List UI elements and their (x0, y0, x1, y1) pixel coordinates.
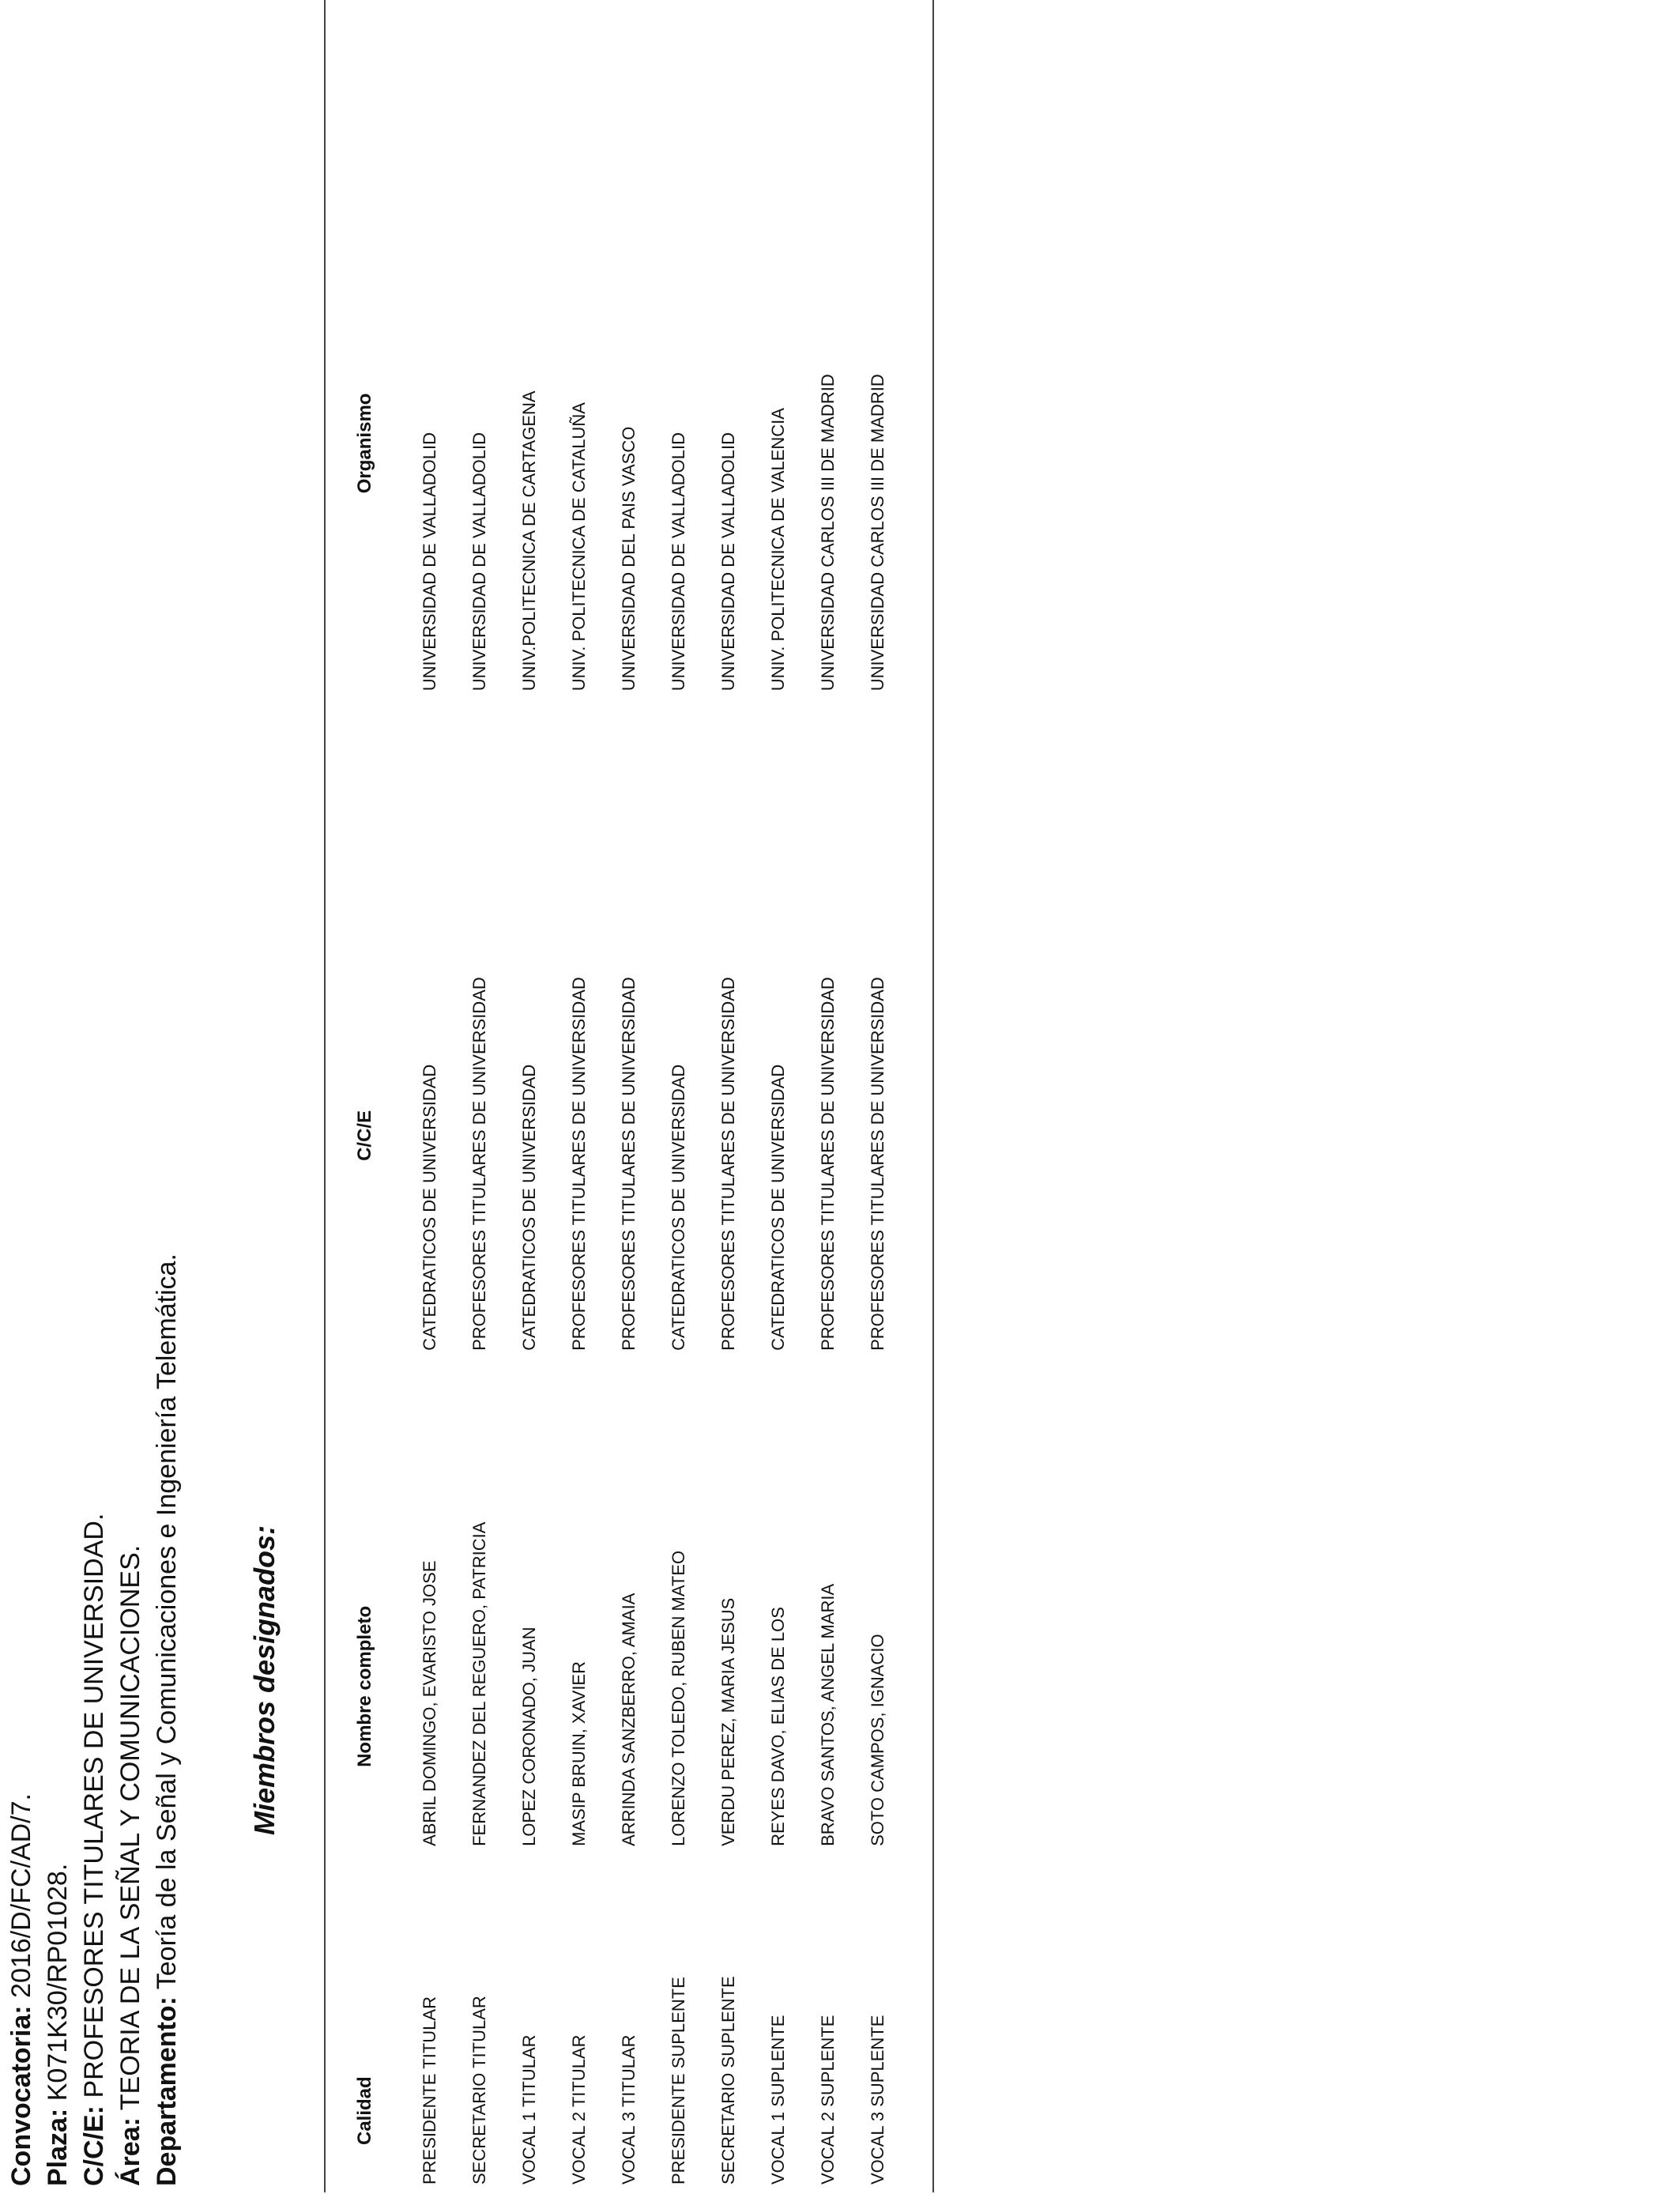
cell-nombre: LORENZO TOLEDO, RUBEN MATEO (668, 1550, 688, 1846)
cell-calidad: VOCAL 2 SUPLENTE (817, 2015, 838, 2185)
cell-calidad: VOCAL 3 TITULAR (618, 2034, 638, 2185)
column-header-calidad: Calidad (354, 2076, 375, 2145)
table-bottom-rule (932, 0, 934, 2192)
plaza-label: Plaza: (43, 2108, 73, 2186)
cell-cce: PROFESORES TITULARES DE UNIVERSIDAD (817, 977, 838, 1351)
cell-organismo: UNIVERSIDAD DE VALLADOLID (718, 432, 738, 692)
cell-organismo: UNIVERSIDAD CARLOS III DE MADRID (817, 374, 838, 692)
members-table (326, 0, 902, 2192)
area-value: TEORIA DE LA SEÑAL Y COMUNICACIONES. (115, 1544, 145, 2118)
departamento-line (149, 1253, 185, 2186)
cell-nombre: BRAVO SANTOS, ANGEL MARIA (817, 1583, 838, 1846)
cell-organismo: UNIV. POLITECNICA DE CATALUÑA (568, 402, 589, 692)
cce-line (76, 1253, 112, 2186)
table-row (753, 0, 803, 2192)
column-header-organismo: Organismo (354, 393, 375, 494)
column-header-cce: C/C/E (354, 1110, 375, 1161)
table-header-row (326, 0, 405, 2192)
cell-cce: CATEDRATICOS DE UNIVERSIDAD (668, 1064, 688, 1351)
table-row (405, 0, 454, 2192)
cell-cce: PROFESORES TITULARES DE UNIVERSIDAD (618, 977, 638, 1351)
cell-calidad: VOCAL 1 SUPLENTE (767, 2015, 788, 2185)
cell-calidad: VOCAL 1 TITULAR (518, 2034, 539, 2185)
cell-calidad: VOCAL 3 SUPLENTE (867, 2015, 887, 2185)
cell-calidad: SECRETARIO SUPLENTE (718, 1976, 738, 2185)
cell-nombre: MASIP BRUIN, XAVIER (568, 1661, 589, 1846)
area-label: Área: (115, 2117, 145, 2186)
column-header-nombre: Nombre completo (354, 1605, 375, 1767)
table-row (454, 0, 504, 2192)
table-row (654, 0, 703, 2192)
cell-organismo: UNIV.POLITECNICA DE CARTAGENA (518, 390, 539, 692)
cell-cce: CATEDRATICOS DE UNIVERSIDAD (518, 1064, 539, 1351)
plaza-line (40, 1253, 76, 2186)
table-row (803, 0, 853, 2192)
document-header (3, 1253, 185, 2186)
cell-organismo: UNIV. POLITECNICA DE VALENCIA (767, 408, 788, 692)
cell-calidad: PRESIDENTE TITULAR (419, 1996, 439, 2185)
cell-calidad: PRESIDENTE SUPLENTE (668, 1977, 688, 2185)
convocatoria-value: 2016/D/FC/AD/7. (6, 1793, 36, 2006)
cell-calidad: VOCAL 2 TITULAR (568, 2034, 589, 2185)
convocatoria-label: Convocatoria: (6, 2005, 36, 2186)
area-line (112, 1253, 149, 2186)
cell-organismo: UNIVERSIDAD DE VALLADOLID (419, 432, 439, 692)
cell-organismo: UNIVERSIDAD DE VALLADOLID (668, 432, 688, 692)
plaza-value: K071K30/RP01028. (43, 1863, 73, 2109)
cell-cce: CATEDRATICOS DE UNIVERSIDAD (419, 1064, 439, 1351)
cell-cce: PROFESORES TITULARES DE UNIVERSIDAD (568, 977, 589, 1351)
cell-calidad: SECRETARIO TITULAR (469, 1996, 489, 2185)
cell-cce: CATEDRATICOS DE UNIVERSIDAD (767, 1064, 788, 1351)
cell-nombre: LOPEZ CORONADO, JUAN (518, 1627, 539, 1846)
table-row (554, 0, 604, 2192)
section-title: Miembros designados: (248, 1525, 281, 1835)
cell-nombre: SOTO CAMPOS, IGNACIO (867, 1634, 887, 1846)
cell-cce: PROFESORES TITULARES DE UNIVERSIDAD (718, 977, 738, 1351)
table-row (703, 0, 753, 2192)
cell-organismo: UNIVERSIDAD CARLOS III DE MADRID (867, 374, 887, 692)
departamento-value: Teoría de la Señal y Comunicaciones e Ingeniería Telemática. (152, 1253, 182, 1997)
cell-nombre: ABRIL DOMINGO, EVARISTO JOSE (419, 1560, 439, 1846)
table-row (853, 0, 902, 2192)
table-row (504, 0, 554, 2192)
cell-nombre: FERNANDEZ DEL REGUERO, PATRICIA (469, 1521, 489, 1846)
convocatoria-line (3, 1253, 40, 2186)
cell-nombre: REYES DAVO, ELIAS DE LOS (767, 1607, 788, 1846)
cell-organismo: UNIVERSIDAD DE VALLADOLID (469, 432, 489, 692)
cell-nombre: ARRINDA SANZBERRO, AMAIA (618, 1593, 638, 1846)
cell-organismo: UNIVERSIDAD DEL PAIS VASCO (618, 426, 638, 692)
cell-cce: PROFESORES TITULARES DE UNIVERSIDAD (867, 977, 887, 1351)
cce-label: C/C/E: (79, 2105, 109, 2186)
cell-cce: PROFESORES TITULARES DE UNIVERSIDAD (469, 977, 489, 1351)
departamento-label: Departamento: (152, 1996, 182, 2186)
cell-nombre: VERDU PEREZ, MARIA JESUS (718, 1597, 738, 1846)
table-row (604, 0, 654, 2192)
cce-value: PROFESORES TITULARES DE UNIVERSIDAD. (79, 1513, 109, 2105)
